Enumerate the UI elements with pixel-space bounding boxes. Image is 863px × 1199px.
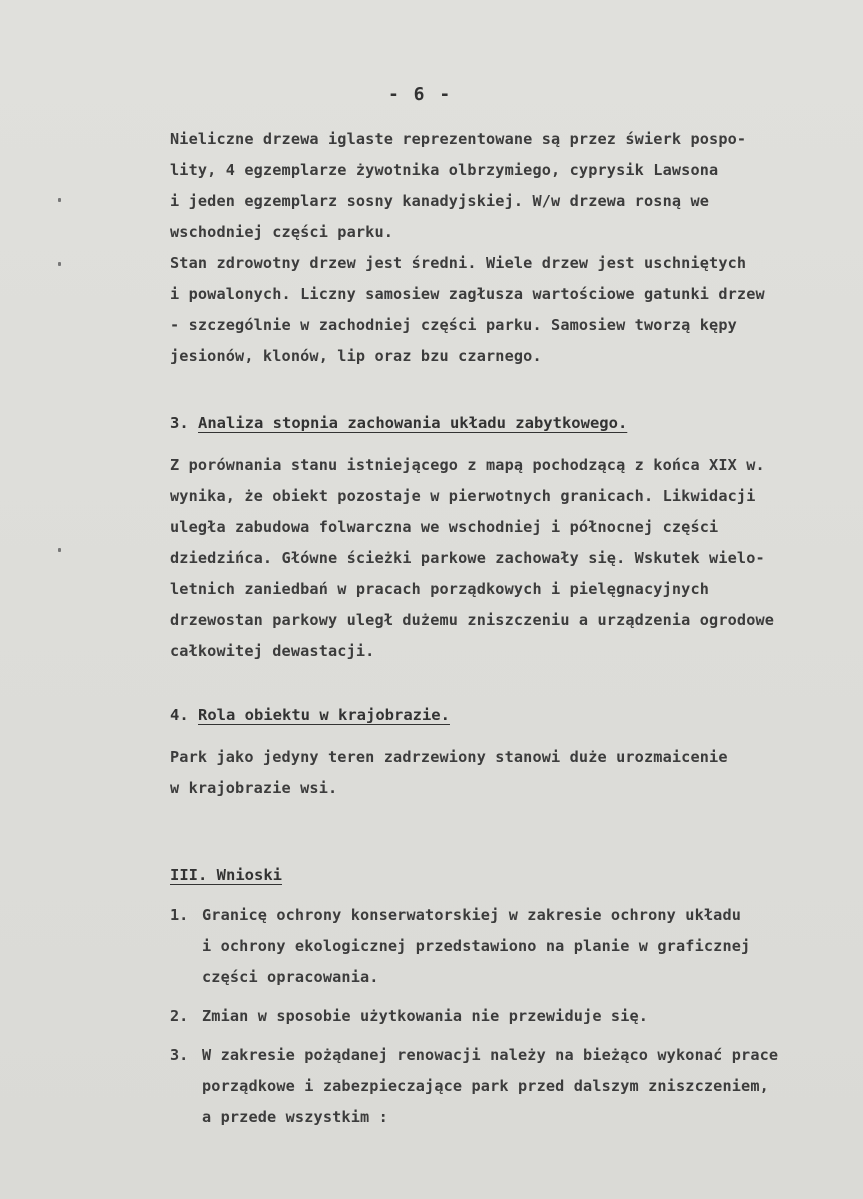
section-3-heading xyxy=(170,408,850,438)
text-line: wschodniej części parku. xyxy=(170,223,394,241)
section-number: 3. xyxy=(170,414,189,432)
text-line: w krajobrazie wsi. xyxy=(170,779,338,797)
item-number: 2. xyxy=(170,1007,189,1025)
margin-mark xyxy=(58,262,61,266)
text-line: wynika, że obiekt pozostaje w pierwotnych granicach. Likwidacji xyxy=(170,487,756,505)
margin-mark xyxy=(58,198,61,202)
text-line: W zakresie pożądanej renowacji należy na bieżąco wykonać prace xyxy=(202,1046,779,1064)
text-line: Stan zdrowotny drzew jest średni. Wiele drzew jest uschniętych xyxy=(170,254,747,272)
section-title: III. Wnioski xyxy=(170,866,282,884)
page-number: - 6 - xyxy=(388,84,453,105)
section-iii-heading xyxy=(170,860,850,890)
section-number: 4. xyxy=(170,706,189,724)
section-4-heading xyxy=(170,700,850,730)
text-line: Nieliczne drzewa iglaste reprezentowane są przez świerk pospo- xyxy=(170,130,747,148)
text-line: porządkowe i zabezpieczające park przed dalszym zniszczeniem, xyxy=(202,1077,769,1095)
text-line: części opracowania. xyxy=(202,968,379,986)
section-4 xyxy=(170,700,850,804)
section-title: Analiza stopnia zachowania układu zabytkowego. xyxy=(198,414,628,432)
text-line: lity, 4 egzemplarze żywotnika olbrzymiego, cyprysik Lawsona xyxy=(170,161,719,179)
intro-paragraph xyxy=(170,124,850,372)
text-line: Zmian w sposobie użytkowania nie przewiduje się. xyxy=(202,1007,649,1025)
margin-mark xyxy=(58,548,61,552)
text-line: i jeden egzemplarz sosny kanadyjskiej. W/w drzewa rosną we xyxy=(170,192,710,210)
section-3 xyxy=(170,408,850,667)
text-line: letnich zaniedbań w pracach porządkowych i pielęgnacyjnych xyxy=(170,580,710,598)
text-line: Park jako jedyny teren zadrzewiony stanowi duże urozmaicenie xyxy=(170,748,728,766)
text-line: dziedzińca. Główne ścieżki parkowe zachowały się. Wskutek wielo- xyxy=(170,549,765,567)
item-number: 1. xyxy=(170,906,189,924)
text-line: uległa zabudowa folwarczna we wschodniej i północnej części xyxy=(170,518,719,536)
section-title: Rola obiektu w krajobrazie. xyxy=(198,706,450,724)
text-line: jesionów, klonów, lip oraz bzu czarnego. xyxy=(170,347,542,365)
text-line: całkowitej dewastacji. xyxy=(170,642,375,660)
list-item xyxy=(170,1040,860,1133)
text-line: Z porównania stanu istniejącego z mapą pochodzącą z końca XIX w. xyxy=(170,456,765,474)
item-number: 3. xyxy=(170,1046,189,1064)
conclusions-list xyxy=(170,900,860,1135)
text-line: - szczególnie w zachodniej części parku. Samosiew tworzą kępy xyxy=(170,316,737,334)
text-line: i powalonych. Liczny samosiew zagłusza wartościowe gatunki drzew xyxy=(170,285,765,303)
text-line: Granicę ochrony konserwatorskiej w zakresie ochrony układu xyxy=(202,906,742,924)
list-item xyxy=(170,900,860,993)
text-line: a przede wszystkim : xyxy=(202,1108,388,1126)
text-line: drzewostan parkowy uległ dużemu zniszczeniu a urządzenia ogrodowe xyxy=(170,611,775,629)
list-item xyxy=(170,1001,860,1032)
text-line: i ochrony ekologicznej przedstawiono na planie w graficznej xyxy=(202,937,751,955)
